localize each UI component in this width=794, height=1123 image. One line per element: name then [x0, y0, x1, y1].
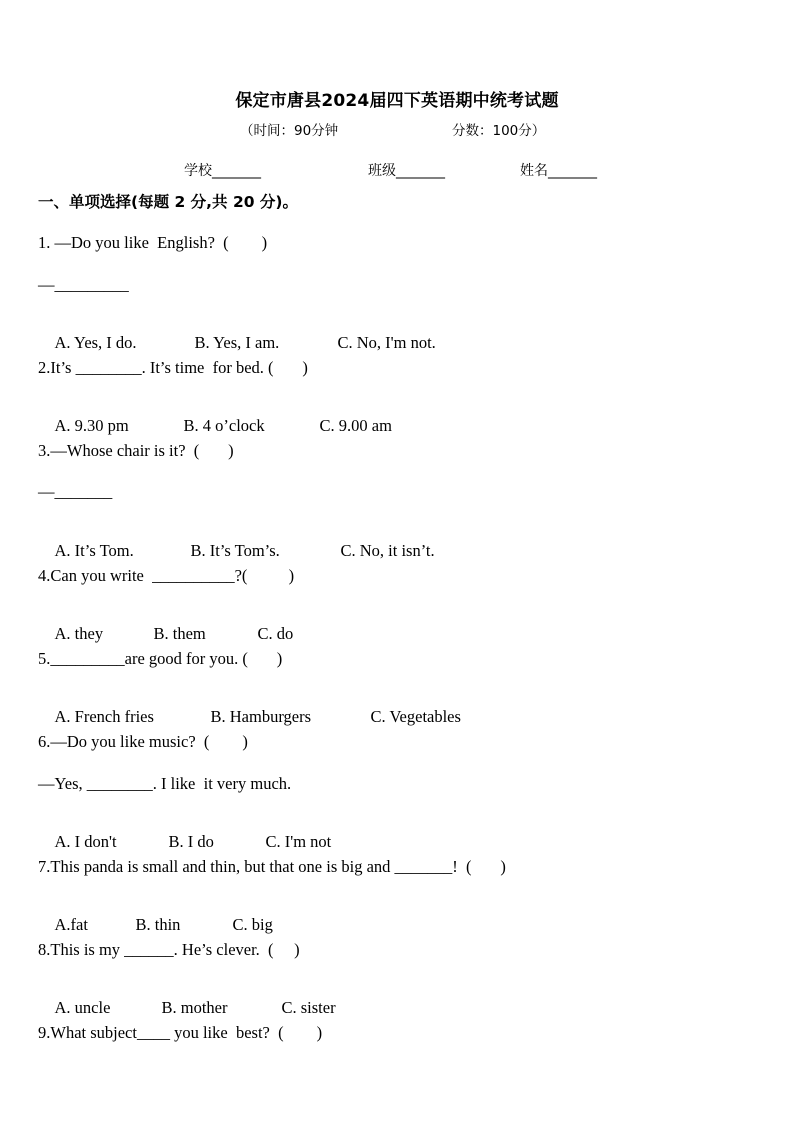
exam-time: （时间：90分钟 — [240, 123, 339, 139]
option-b: B. It’s Tom’s. — [190, 540, 280, 560]
option-a: A. I don't — [54, 831, 117, 851]
question-stem: 9.What subject____ you like best? ( ) — [38, 1023, 323, 1042]
option-a: A. they — [54, 623, 104, 643]
option-b: B. Yes, I am. — [194, 332, 280, 352]
option-b: B. them — [153, 623, 206, 643]
option-a: A. Yes, I do. — [54, 332, 137, 352]
option-b: B. I do — [168, 831, 214, 851]
option-a: A. 9.30 pm — [54, 415, 129, 435]
option-c: C. 9.00 am — [319, 415, 392, 435]
option-c: C. do — [257, 623, 294, 643]
option-a: A. uncle — [54, 997, 111, 1017]
option-b: B. thin — [135, 914, 181, 934]
section-heading: 一、单项选择(每题 2 分,共 20 分)。 — [38, 193, 298, 211]
class-field: 班级_______ — [368, 163, 445, 179]
option-c: C. No, it isn’t. — [340, 540, 435, 560]
question-stem: 2.It’s ________. It’s time for bed. ( ) — [38, 358, 308, 377]
option-c: C. I'm not — [265, 831, 332, 851]
option-b: B. mother — [161, 997, 228, 1017]
question-stem: 1. —Do you like English? ( ) — [38, 233, 268, 252]
option-c: C. sister — [281, 997, 336, 1017]
option-a: A. French fries — [54, 706, 154, 726]
question-stem: 3.—Whose chair is it? ( ) — [38, 441, 234, 460]
exam-score: 分数：100分） — [452, 123, 546, 139]
option-c: C. Vegetables — [370, 706, 461, 726]
answer-line: —_______ — [38, 482, 113, 501]
name-field: 姓名_______ — [520, 163, 597, 179]
answer-line: —_________ — [38, 275, 129, 294]
question-stem: 4.Can you write __________?( ) — [38, 566, 295, 585]
option-c: C. big — [232, 914, 273, 934]
school-field: 学校_______ — [184, 163, 261, 179]
exam-title: 保定市唐县2024届四下英语期中统考试题 — [235, 91, 559, 111]
question-stem: 5._________are good for you. ( ) — [38, 649, 283, 668]
option-a: A. It’s Tom. — [54, 540, 134, 560]
option-b: B. 4 o’clock — [183, 415, 265, 435]
question-stem: 7.This panda is small and thin, but that one is big and _______! ( ) — [38, 857, 506, 876]
option-c: C. No, I'm not. — [337, 332, 436, 352]
answer-line: —Yes, ________. I like it very much. — [38, 774, 292, 793]
option-b: B. Hamburgers — [210, 706, 312, 726]
option-a: A.fat — [54, 914, 88, 934]
question-stem: 6.—Do you like music? ( ) — [38, 732, 248, 751]
question-stem: 8.This is my ______. He’s clever. ( ) — [38, 940, 300, 959]
